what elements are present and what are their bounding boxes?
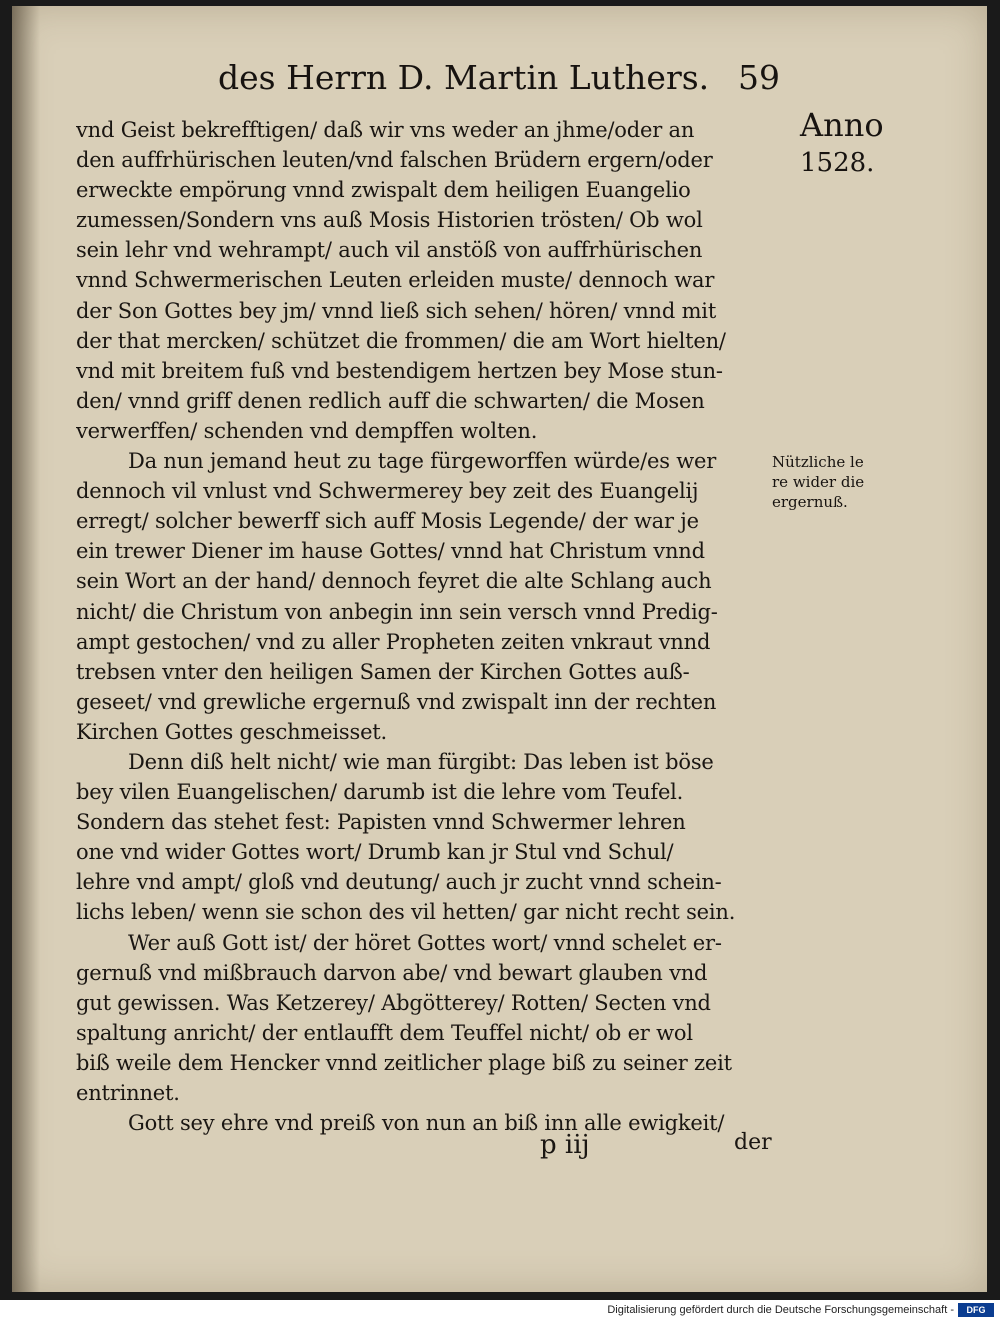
text-line: sein Wort an der hand/ dennoch feyret die alte Schlang auch — [76, 569, 712, 594]
text-line: Gott sey ehre vnd preiß von nun an biß inn alle ewigkeit/ — [128, 1111, 725, 1136]
text-line: ampt gestochen/ vnd zu aller Propheten zeiten vnkraut vnnd — [76, 629, 711, 654]
text-line: verwerffen/ schenden vnd dempffen wolten. — [76, 418, 538, 443]
text-line: biß weile dem Hencker vnnd zeitlicher plage biß zu seiner zeit — [76, 1050, 732, 1075]
margin-anno — [800, 106, 884, 182]
page-header — [0, 58, 1000, 108]
credit-text: Digitalisierung gefördert durch die Deutsche Forschungsgemeinschaft - — [607, 1304, 954, 1316]
running-title: des Herrn D. Martin Luthers. — [218, 58, 710, 97]
anno-label: Anno — [800, 106, 884, 144]
text-line: Da nun jemand heut zu tage fürgeworffen würde/es wer — [128, 449, 717, 474]
page-gutter-shadow — [12, 6, 40, 1292]
page-footer — [76, 1130, 776, 1164]
signature-mark: p iij — [540, 1130, 590, 1160]
text-line: lehre vnd ampt/ gloß vnd deutung/ auch jr zucht vnnd schein- — [76, 870, 722, 895]
text-line: gut gewissen. Was Ketzerey/ Abgötterey/ Rotten/ Secten vnd — [76, 990, 711, 1015]
text-line: den/ vnnd griff denen redlich auff die schwarten/ die Mosen — [76, 388, 705, 413]
text-line: Wer auß Gott ist/ der höret Gottes wort/ vnnd schelet er- — [128, 930, 722, 955]
margin-note-line: ergernuß. — [772, 493, 848, 511]
page-number: 59 — [738, 58, 780, 97]
text-line: sein lehr vnd wehrampt/ auch vil anstöß von auffrhürischen — [76, 238, 703, 263]
text-line: nicht/ die Christum von anbegin inn sein versch vnnd Predig- — [76, 599, 718, 624]
text-line: geseet/ vnd grewliche ergernuß vnd zwispalt inn der rechten — [76, 689, 717, 714]
text-line: gernuß vnd mißbrauch darvon abe/ vnd bewart glauben vnd — [76, 960, 708, 985]
text-line: bey vilen Euangelischen/ darumb ist die lehre vom Teufel. — [76, 780, 684, 805]
text-line: zumessen/Sondern vns auß Mosis Historien trösten/ Ob wol — [76, 208, 703, 233]
text-line: erweckte empörung vnnd zwispalt dem heiligen Euangelio — [76, 178, 691, 203]
text-line: one vnd wider Gottes wort/ Drumb kan jr Stul vnd Schul/ — [76, 840, 674, 865]
text-line: trebsen vnter den heiligen Samen der Kirchen Gottes auß- — [76, 659, 690, 684]
text-line: der that mercken/ schützet die frommen/ die am Wort hielten/ — [76, 328, 726, 353]
text-line: spaltung anricht/ der entlaufft dem Teuffel nicht/ ob er wol — [76, 1020, 693, 1045]
margin-note-line: re wider die — [772, 473, 865, 491]
text-line: entrinnet. — [76, 1081, 180, 1105]
text-line: den auffrhürischen leuten/vnd falschen Brüdern ergern/oder — [76, 148, 713, 173]
margin-note — [772, 452, 864, 512]
text-line: Sondern das stehet fest: Papisten vnnd Schwermer lehren — [76, 810, 686, 835]
body-text — [76, 115, 776, 1138]
text-line: ein trewer Diener im hause Gottes/ vnnd hat Christum vnnd — [76, 539, 705, 564]
text-line: der Son Gottes bey jm/ vnnd ließ sich sehen/ hören/ vnnd mit — [76, 298, 717, 323]
anno-year: 1528. — [800, 148, 875, 178]
text-line: Denn diß helt nicht/ wie man fürgibt: Das leben ist böse — [128, 749, 714, 774]
text-line: erregt/ solcher bewerff sich auff Mosis Legende/ der war je — [76, 509, 699, 534]
text-line: vnd mit breitem fuß vnd bestendigem hertzen bey Mose stun- — [76, 358, 723, 383]
text-line: Kirchen Gottes geschmeisset. — [76, 719, 388, 744]
credit-bar — [0, 1300, 1000, 1321]
dfg-logo-icon: DFG — [958, 1303, 994, 1317]
text-line: vnd Geist bekrefftigen/ daß wir vns weder an jhme/oder an — [76, 118, 695, 142]
text-line: vnnd Schwermerischen Leuten erleiden muste/ dennoch war — [76, 268, 715, 293]
margin-note-line: Nützliche le — [772, 453, 864, 471]
text-line: dennoch vil vnlust vnd Schwermerey bey zeit des Euangelij — [76, 479, 699, 504]
catchword: der — [734, 1130, 772, 1155]
text-line: lichs leben/ wenn sie schon des vil hetten/ gar nicht recht sein. — [76, 900, 736, 925]
